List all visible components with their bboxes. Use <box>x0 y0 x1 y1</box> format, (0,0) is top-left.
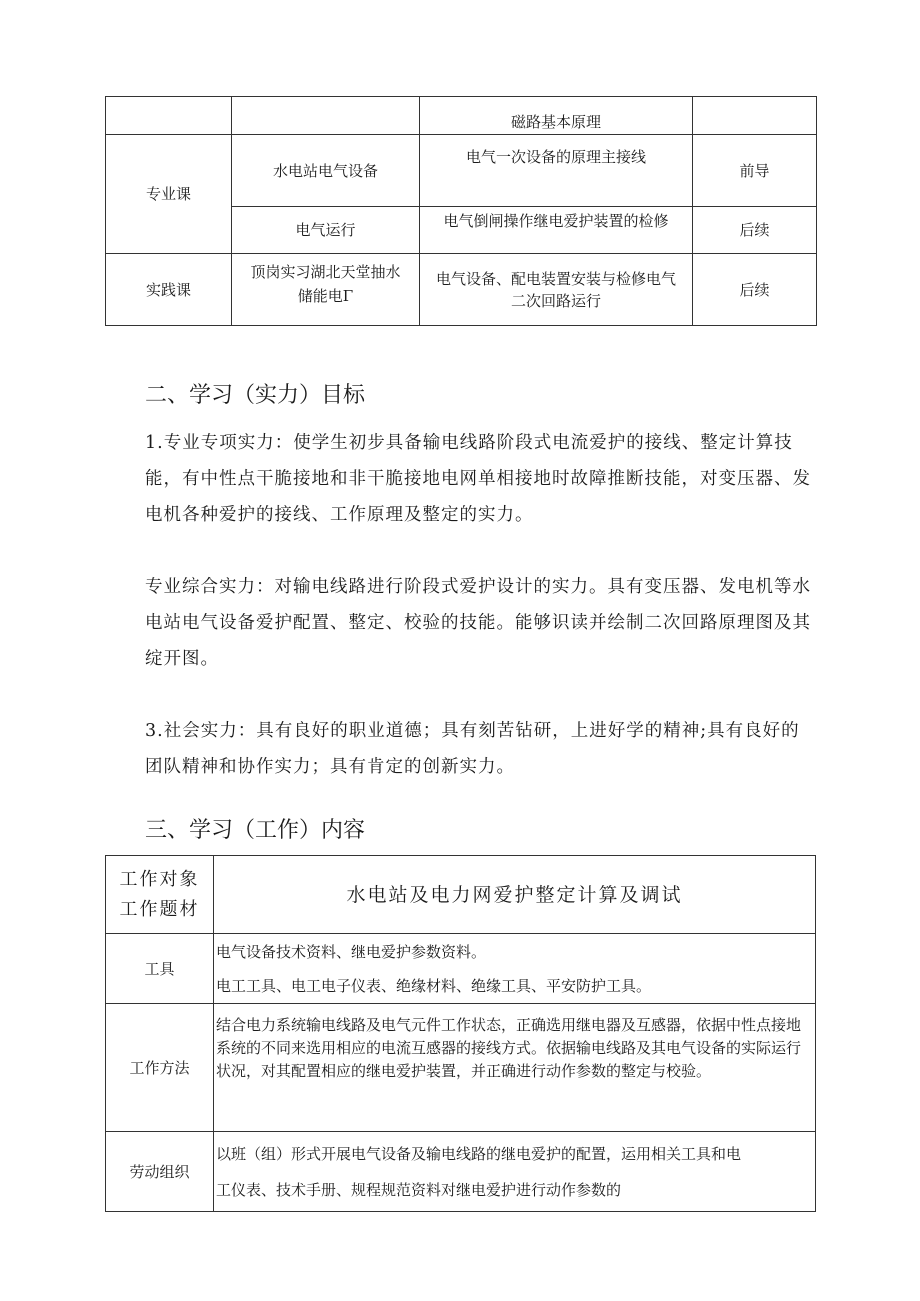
table-row <box>106 856 816 934</box>
cell-text: 磁路基本原理 <box>510 113 601 131</box>
work-subject: 水电站及电力网爱护整定计算及调试 <box>346 883 683 906</box>
course-content: 电气倒闸操作继电爱护装置的检修 <box>443 212 669 230</box>
table-cell <box>693 97 817 135</box>
course-name: 水电站电气设备 <box>272 161 378 180</box>
course-content: 电气一次设备的原理主接线 <box>465 148 646 166</box>
table-cell <box>106 97 232 135</box>
cell-text: 结合电力系统输电线路及电气元件工作状态，正确选用继电器及互感器，依据中性点接地系统的不同来选用相应的电流互感器的接线方式。依据输电线路及其电气设备的实际运行状况，对其配置相应的继电爱护装置，并正确进行动作参数的整定与校验。 <box>216 1016 802 1080</box>
category-label: 专业课 <box>145 185 191 203</box>
course-name-line: 顶岗实习湖北天堂抽水 <box>250 263 401 281</box>
category-cell <box>106 135 232 254</box>
table-cell <box>693 254 817 326</box>
cell-text-line: 工仪表、技术手册、规程规范资料对继电爱护进行动作参数的 <box>216 1180 622 1199</box>
table-cell <box>232 135 420 207</box>
category-cell <box>106 254 232 326</box>
section-heading-content: 三、学习（工作）内容 <box>145 818 366 843</box>
course-name-line: 储能电Γ <box>297 287 354 305</box>
table-cell <box>214 934 816 1004</box>
cell-text-line: 电工工具、电工电子仪表、绝缘材料、绝缘工具、平安防护工具。 <box>216 976 652 995</box>
cell-text-line: 电气设备技术资料、继电爱护参数资料。 <box>216 942 487 961</box>
cell-text-line: 以班（组）形式开展电气设备及输电线路的继电爱护的配置，运用相关工具和电 <box>216 1144 742 1163</box>
table-cell <box>106 1132 214 1212</box>
table-row <box>106 97 817 135</box>
section-heading-goals: 二、学习（实力）目标 <box>145 383 366 408</box>
table-row <box>106 254 817 326</box>
table-row <box>106 934 816 1004</box>
category-label: 实践课 <box>145 280 191 299</box>
goal-paragraph-1: 1.专业专项实力：使学生初步具备输电线路阶段式电流爱护的接线、整定计算技能，有中性点干脆接地和非干脆接地电网单相接地时故障推断技能，对变压器、发电机各种爱护的接线、工作原理及整定的实力。 <box>145 433 811 525</box>
table-cell <box>214 1004 816 1132</box>
goal-paragraph-2: 专业综合实力：对输电线路进行阶段式爱护设计的实力。具有变压器、发电机等水电站电气设备爱护配置、整定、校验的技能。能够识读并绘制二次回路原理图及其绽开图。 <box>145 577 811 669</box>
table-cell <box>693 207 817 254</box>
table-cell <box>106 1004 214 1132</box>
table-cell <box>693 135 817 207</box>
work-content-table <box>105 855 816 1212</box>
course-name: 电气运行 <box>295 221 356 239</box>
course-relation: 前导 <box>739 161 770 180</box>
table-row <box>106 135 817 207</box>
table-cell <box>232 97 420 135</box>
goal-paragraph-3: 3.社会实力：具有良好的职业道德；具有刻苦钻研，上进好学的精神;具有良好的团队精神和协作实力；具有肯定的创新实力。 <box>145 721 800 777</box>
table-row <box>106 1004 816 1132</box>
row-label: 劳动组织 <box>129 1162 190 1181</box>
table-cell <box>106 934 214 1004</box>
course-relation-table <box>105 96 817 326</box>
course-content-line: 电气设备、配电装置安装与检修电气 <box>435 269 676 288</box>
header-label-line: 工作对象 <box>119 868 200 890</box>
table-cell <box>420 254 693 326</box>
table-cell <box>420 135 693 207</box>
table-cell <box>214 856 816 934</box>
table-cell <box>420 207 693 254</box>
table-cell <box>420 97 693 135</box>
table-cell <box>106 856 214 934</box>
table-cell <box>232 254 420 326</box>
row-label: 工具 <box>144 959 175 978</box>
course-content-line: 二次回路运行 <box>510 291 601 310</box>
course-relation: 后续 <box>739 280 770 299</box>
header-label-line: 工作题材 <box>119 898 200 920</box>
table-cell <box>232 207 420 254</box>
row-label: 工作方法 <box>129 1058 190 1077</box>
table-cell <box>214 1132 816 1212</box>
course-relation: 后续 <box>739 221 770 239</box>
table-row <box>106 1132 816 1212</box>
